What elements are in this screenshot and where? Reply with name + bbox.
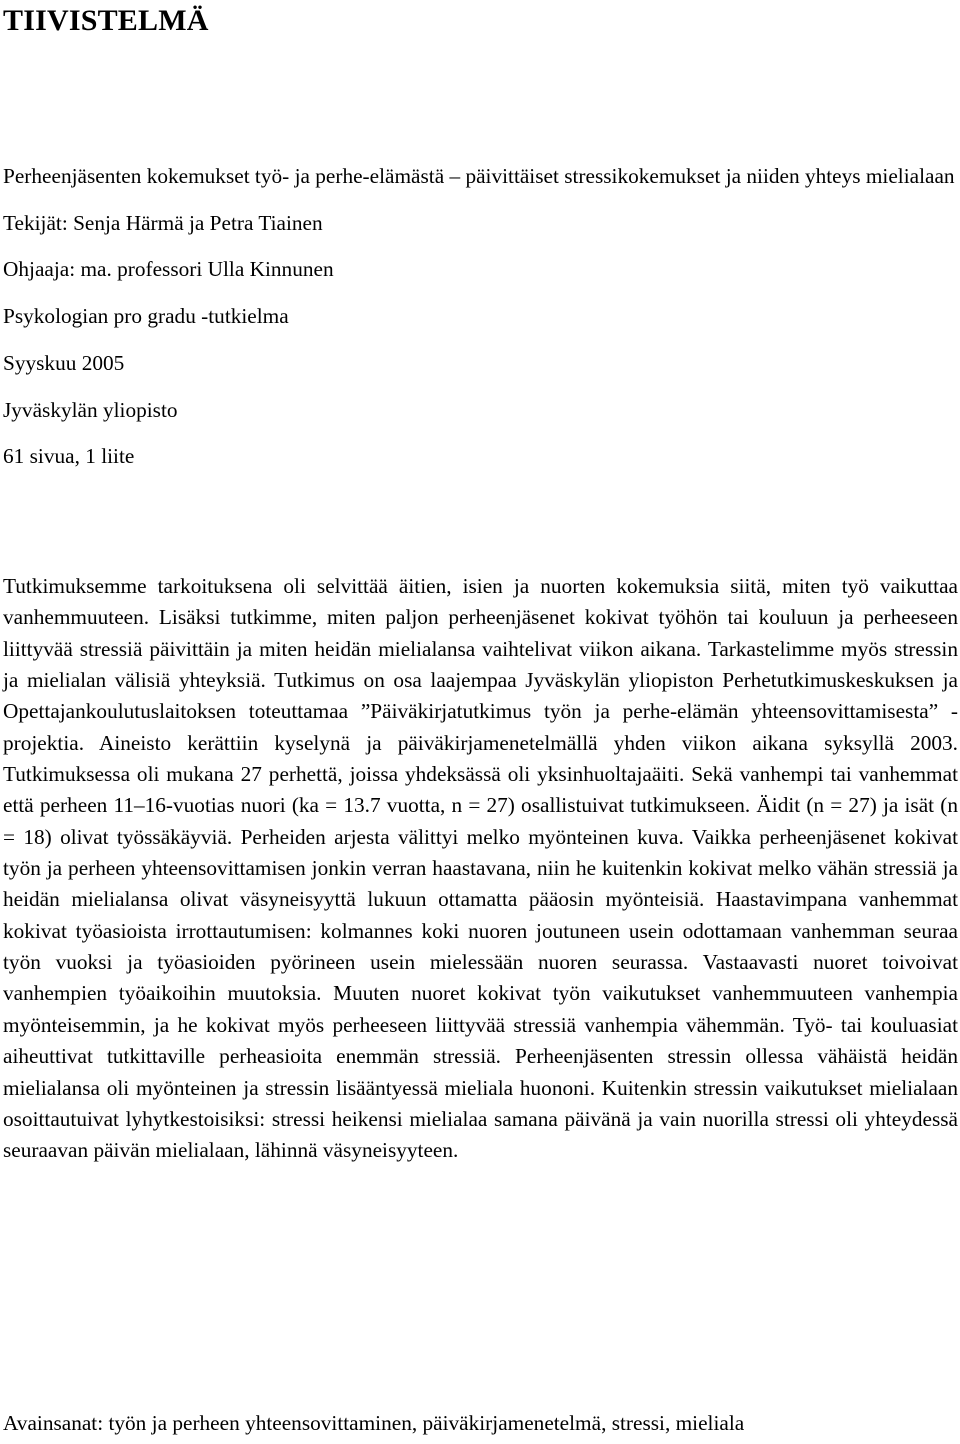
thesis-info-block — [3, 153, 958, 480]
thesis-date: Syyskuu 2005 — [3, 350, 125, 375]
thesis-page-count: 61 sivua, 1 liite — [3, 444, 135, 469]
keywords-line: Avainsanat: työn ja perheen yhteensovittaminen, päiväkirjamenetelmä, stressi, mieliala — [3, 1411, 745, 1435]
thesis-university: Jyväskylän yliopisto — [3, 397, 178, 422]
abstract-paragraph: Tutkimuksemme tarkoituksena oli selvittää äitien, isien ja nuorten kokemuksia siitä, miten työ vaikuttaa vanhemmuuteen. Lisäksi tutkimme, miten paljon perheenjäsenet kokivat työhön tai kouluun ja perheeseen liittyvää stressiä päivittäin ja miten heidän mielialansa vaihtelivat viikon aikana. Tarkastelimme myös stressin ja mielialan välisiä yhteyksiä. Tutkimus on osa laajempaa Jyväskylän yliopiston Perhetutkimuskeskuksen ja Opettajankoulutuslaitoksen toteuttamaa ”Päiväkirjatutkimus työn ja perhe-elämän yhteensovittamisesta” -projektia. Aineisto kerättiin kyselynä ja päiväkirjamenetelmällä yhden viikon aikana syksyllä 2003. Tutkimuksessa oli mukana 27 perhettä, joissa yhdeksässä oli yksinhuoltajaäiti. Sekä vanhempi tai vanhemmat että perheen 11–16-vuotias nuori (ka = 13.7 vuotta, n = 27) osallistuivat tutkimukseen. Äidit (n = 27) ja isät (n = 18) olivat työssäkäyviä. Perheiden arjesta välittyi melko myönteinen kuva. Vaikka perheenjäsenet kokivat työn ja perheen yhteensovittamisen jonkin verran haastavana, niin he kuitenkin kokivat melko vähän stressiä ja heidän mielialansa olivat väsyneisyyttä lukuun ottamatta pääosin myönteisiä. Haastavimpana vanhemmat kokivat työasioista irrottautumisen: kolmannes koki nuoren joutuneen usein odottamaan vanhemman seuraa työn vuoksi ja työasioiden pyörineen usein mielessään nuoren seurassa. Vastaavasti nuoret toivoivat vanhempien työaikoihin muutoksia. Muuten nuoret kokivat työn vaikutukset vanhemmuuteen vanhempia myönteisemmin, ja he kokivat myös perheeseen liittyvää stressiä vanhempia vähemmän. Työ- tai kouluasiat aiheuttivat tutkittaville perheasioita enemmän stressiä. Perheenjäsenten stressin ollessa vähäistä heidän mielialansa oli myönteinen ja stressin lisääntyessä mieliala huononi. Kuitenkin stressin vaikutukset mielialaan osoittautuivat lyhytkestoisiksi: stressi heikensi mielialaa samana päivänä ja vain nuorilla stressi oli yhteydessä seuraavan päivän mielialaan, lähinnä väsyneisyyteen. — [3, 574, 958, 1163]
thesis-authors: Tekijät: Senja Härmä ja Petra Tiainen — [3, 210, 323, 235]
thesis-supervisor: Ohjaaja: ma. professori Ulla Kinnunen — [3, 257, 334, 282]
thesis-type: Psykologian pro gradu -tutkielma — [3, 304, 289, 329]
thesis-title: Perheenjäsenten kokemukset työ- ja perhe-elämästä – päivittäiset stressikokemukset ja niiden yhteys mielialaan — [3, 164, 955, 188]
page-heading: TIIVISTELMÄ — [3, 4, 209, 37]
